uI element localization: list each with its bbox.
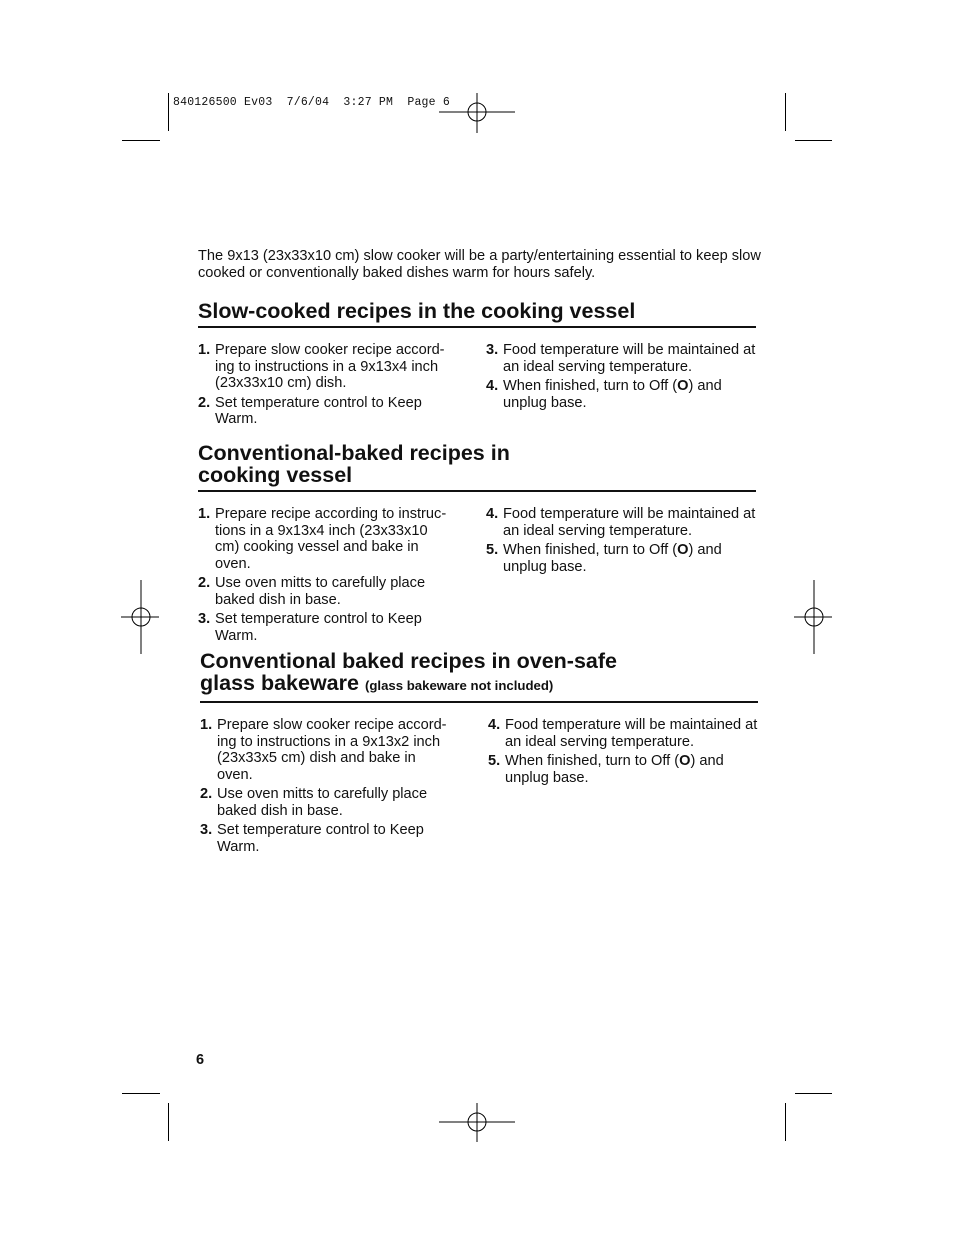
text-fragment: When finished, turn to Off ( <box>505 753 680 769</box>
registration-mark-icon <box>121 580 161 656</box>
crop-mark <box>122 1093 160 1094</box>
step-number: 4. <box>486 506 499 522</box>
list-item <box>198 506 450 572</box>
section-heading <box>198 300 756 328</box>
step-text: Use oven mitts to carefully place baked dish in base. <box>215 575 426 608</box>
text-fragment: ) and unplug base. <box>503 542 722 575</box>
step-number: 5. <box>488 753 501 769</box>
step-number: 1. <box>198 506 211 522</box>
steps-right <box>486 342 756 431</box>
section-conventional-baked <box>198 442 756 647</box>
step-number: 3. <box>486 342 499 358</box>
registration-mark-icon <box>794 580 834 656</box>
heading-line: Slow-cooked recipes in the cooking vessel <box>198 299 636 323</box>
registration-mark-icon <box>439 93 517 135</box>
heading-line: Conventional-baked recipes in <box>198 441 510 465</box>
off-symbol: O <box>677 378 689 394</box>
intro-paragraph: The 9x13 (23x33x10 cm) slow cooker will be a party/entertaining essential to keep slow cooked or conventionally baked dishes warm for hours safely. <box>198 248 761 281</box>
text-fragment: ) and unplug base. <box>503 378 722 411</box>
text-fragment: When finished, turn to Off ( <box>503 542 678 558</box>
list-item <box>198 575 450 608</box>
heading-note: (glass bakeware not included) <box>364 678 554 693</box>
step-text <box>503 378 756 411</box>
steps-left <box>198 506 450 647</box>
crop-mark <box>168 1103 169 1141</box>
step-number: 2. <box>198 394 211 411</box>
steps-right <box>486 506 756 647</box>
step-number: 2. <box>200 786 213 802</box>
step-number: 3. <box>198 611 211 627</box>
list-item <box>198 611 450 644</box>
step-text: Food temperature will be maintained at an ideal serving temperature. <box>505 717 758 750</box>
crop-mark <box>795 140 832 141</box>
step-number: 3. <box>200 822 213 838</box>
list-item <box>200 717 452 783</box>
heading-line: cooking vessel <box>198 463 353 487</box>
step-number: 4. <box>488 717 501 733</box>
step-text: Food temperature will be maintained at an ideal serving temperature. <box>503 342 756 375</box>
step-text: Prepare recipe according to instruc- tions in a 9x13x4 inch (23x33x10 cm) cooking vessel and bake in oven. <box>215 506 447 572</box>
steps-right <box>488 717 758 858</box>
step-number: 2. <box>198 575 211 591</box>
heading-line: glass bakeware <box>200 671 359 695</box>
heading-line: Conventional baked recipes in oven-safe <box>200 649 617 673</box>
crop-mark <box>785 1103 786 1141</box>
section-heading <box>198 442 756 492</box>
step-text: Set temperature control to Keep Warm. <box>217 822 424 855</box>
list-item <box>486 342 756 375</box>
off-symbol: O <box>677 542 689 558</box>
page-number: 6 <box>196 1052 205 1068</box>
step-text: Use oven mitts to carefully place baked dish in base. <box>217 786 428 819</box>
list-item <box>486 506 756 539</box>
step-text <box>503 542 756 575</box>
step-number: 1. <box>200 717 213 733</box>
step-number: 1. <box>198 342 211 358</box>
list-item <box>486 378 756 411</box>
text-fragment: ) and unplug base. <box>505 753 724 786</box>
step-text: Prepare slow cooker recipe accord- ing to instructions in a 9x13x2 inch (23x33x5 cm) dish and bake in oven. <box>217 717 447 783</box>
crop-mark <box>122 140 160 141</box>
step-text: Food temperature will be maintained at an ideal serving temperature. <box>503 506 756 539</box>
step-text <box>505 753 758 786</box>
section-glass-bakeware <box>200 650 758 858</box>
step-number: 4. <box>486 378 499 394</box>
registration-mark-icon <box>439 1103 517 1143</box>
section-heading <box>200 650 758 703</box>
step-text: Set temperature control to Keep Warm. <box>215 611 422 644</box>
crop-mark <box>168 93 169 131</box>
steps-left <box>198 342 450 431</box>
print-slug: 840126500 Ev03 7/6/04 3:27 PM Page 6 <box>173 96 450 109</box>
list-item <box>488 753 758 786</box>
list-item <box>486 542 756 575</box>
text-fragment: When finished, turn to Off ( <box>503 378 678 394</box>
steps-left <box>200 717 452 858</box>
list-item <box>198 342 450 392</box>
section-slow-cooked <box>198 300 756 431</box>
list-item <box>200 786 452 819</box>
step-text: Set temperature control to Keep Warm. <box>215 394 422 427</box>
list-item <box>198 395 450 428</box>
crop-mark <box>785 93 786 131</box>
step-number: 5. <box>486 542 499 558</box>
crop-mark <box>795 1093 832 1094</box>
list-item <box>200 822 452 855</box>
step-text: Prepare slow cooker recipe accord- ing to instructions in a 9x13x4 inch (23x33x10 cm) dish. <box>215 342 445 391</box>
off-symbol: O <box>679 753 691 769</box>
list-item <box>488 717 758 750</box>
